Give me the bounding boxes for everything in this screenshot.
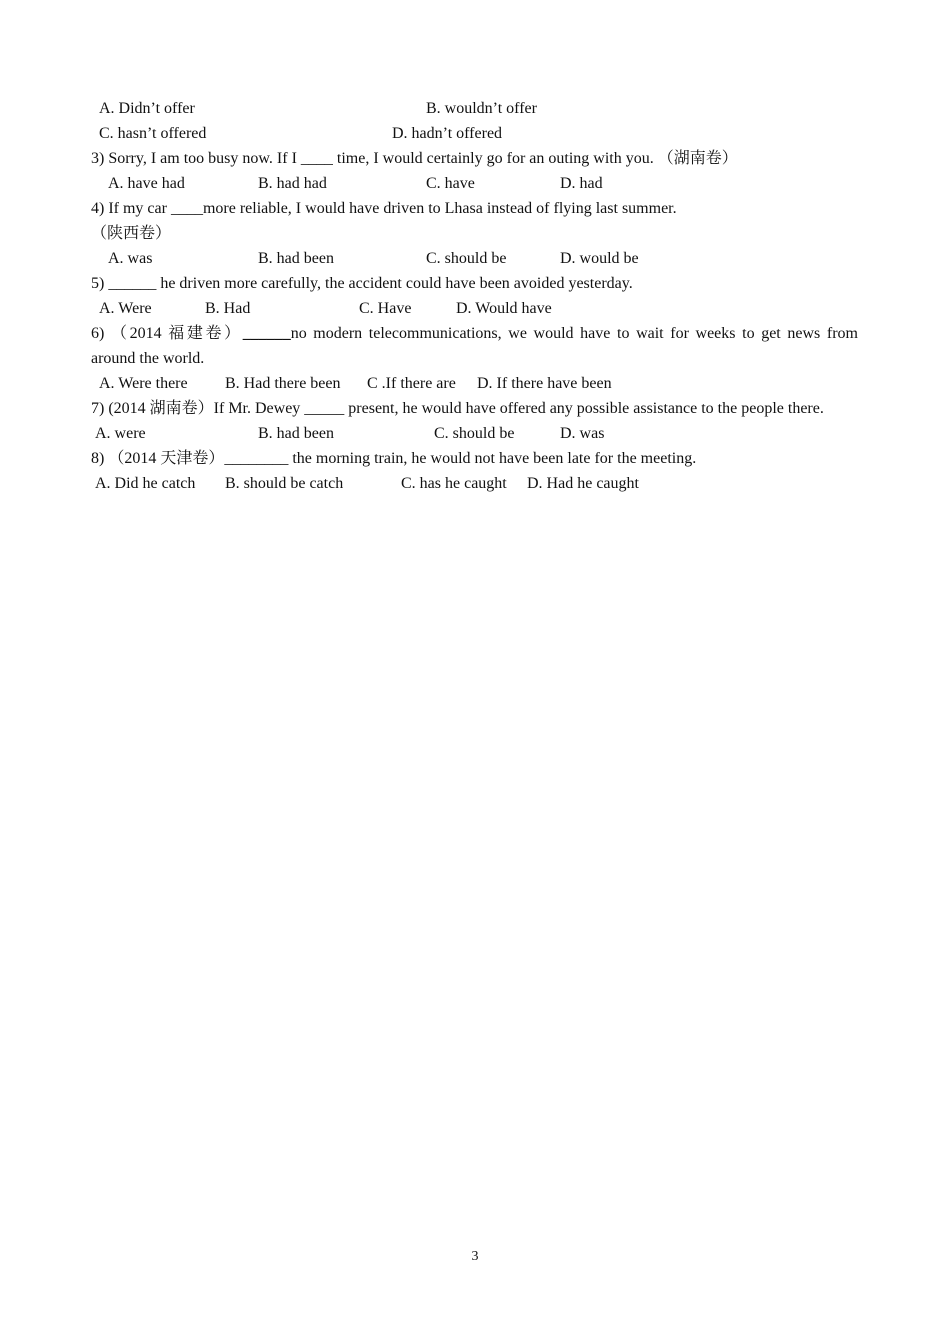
q4-source: （陕西卷） <box>91 225 172 242</box>
q4-option-b: B. had been <box>258 250 334 267</box>
q5-stem: 5) ______ he driven more carefully, the accident could have been avoided yesterday. <box>91 275 633 292</box>
q2-option-a: A. Didn’t offer <box>99 100 195 117</box>
q5-option-b: B. Had <box>205 300 251 317</box>
q4-option-a: A. was <box>108 250 153 267</box>
q8-option-b: B. should be catch <box>225 475 344 492</box>
q7-option-b: B. had been <box>258 425 334 442</box>
q6-blank: ______ <box>242 325 291 342</box>
q8-option-c: C. has he caught <box>401 475 507 492</box>
q5-option-c: C. Have <box>359 300 412 317</box>
q2-option-b: B. wouldn’t offer <box>426 100 537 117</box>
q8-option-a: A. Did he catch <box>95 475 196 492</box>
q8-option-d: D. Had he caught <box>527 475 639 492</box>
q6-option-b: B. Had there been <box>225 375 341 392</box>
q7-option-d: D. was <box>560 425 605 442</box>
q7-option-c: C. should be <box>434 425 515 442</box>
q4-option-d: D. would be <box>560 250 639 267</box>
q6-option-d: D. If there have been <box>477 375 612 392</box>
q5-option-a: A. Were <box>99 300 152 317</box>
q7-stem: 7) (2014 湖南卷）If Mr. Dewey _____ present, he would have offered any possible assistance to the people there. <box>91 400 824 417</box>
q2-option-d: D. hadn’t offered <box>392 125 503 142</box>
page-number: 3 <box>471 1249 479 1264</box>
q6-stem <box>91 324 858 344</box>
q6-stem-line-2: around the world. <box>91 350 205 367</box>
q3-option-a: A. have had <box>108 175 185 192</box>
q6-prefix: 6) （2014 福建卷） <box>91 325 243 342</box>
q5-option-d: D. Would have <box>456 300 552 317</box>
q2-option-c: C. hasn’t offered <box>99 125 207 142</box>
q3-stem: 3) Sorry, I am too busy now. If I ____ time, I would certainly go for an outing with you. （湖南卷） <box>91 150 738 167</box>
q4-option-c: C. should be <box>426 250 507 267</box>
q3-option-b: B. had had <box>258 175 327 192</box>
q6-stem-rest: no modern telecommunications, we would have to wait for weeks to get news from <box>290 325 858 342</box>
q6-option-c: C .If there are <box>367 375 456 392</box>
q8-stem: 8) （2014 天津卷）________ the morning train, he would not have been late for the meeting. <box>91 450 697 467</box>
q7-option-a: A. were <box>95 425 146 442</box>
q3-option-d: D. had <box>560 175 603 192</box>
q6-option-a: A. Were there <box>99 375 188 392</box>
q4-stem: 4) If my car ____more reliable, I would have driven to Lhasa instead of flying last summer. <box>91 200 677 217</box>
q3-option-c: C. have <box>426 175 475 192</box>
